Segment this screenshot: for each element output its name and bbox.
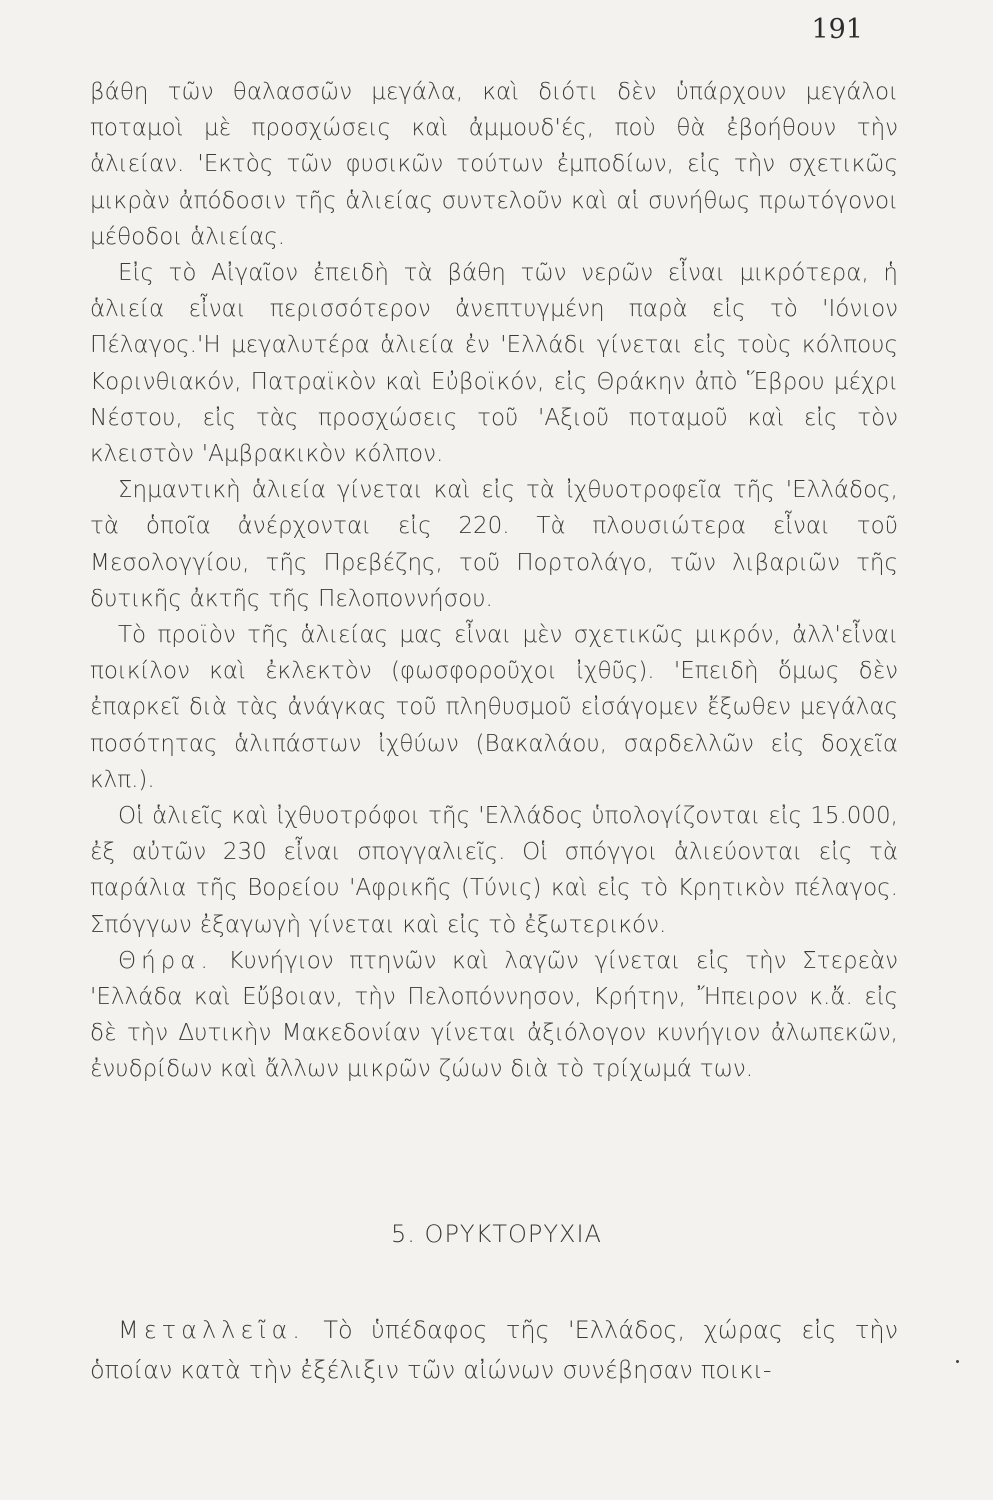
margin-mark [956, 1360, 959, 1363]
page-number: 191 [811, 14, 863, 45]
mines-heading: Μεταλλεῖα. [118, 1316, 305, 1344]
paragraph-hunting [90, 943, 898, 1088]
paragraph-fishermen: Οἱ ἁλιεῖς καὶ ἰχθυοτρόφοι τῆς 'Ελλάδος ὑπολογίζονται εἰς 15.000, ἐξ αὐτῶν 230 εἶναι σπογγαλιεῖς. Οἱ σπόγγοι ἁλιεύονται εἰς τὰ παράλια τῆς Βορείου 'Αφρικῆς (Τύνις) καὶ εἰς τὸ Κρητικὸν πέλαγος. Σπόγγων ἐξαγωγὴ γίνεται καὶ εἰς τὸ ἐξωτερικόν. [90, 803, 898, 938]
paragraph-mines [90, 1310, 898, 1390]
hunting-heading: Θήρα. [118, 947, 213, 974]
paragraph-aegean: Εἰς τὸ Αἰγαῖον ἐπειδὴ τὰ βάθη τῶν νερῶν εἶναι μικρότερα, ἡ ἁλιεία εἶναι περισσότερον ἀνεπτυγμένη παρὰ εἰς τὸ 'Ιόνιον Πέλαγος.'Η μεγαλυτέρα ἁλιεία ἐν 'Ελλάδι γίνεται εἰς τοὺς κόλπους Κορινθιακόν, Πατραϊκὸν καὶ Εὐβοϊκόν, εἰς Θράκην ἀπὸ Ἕβρου μέχρι Νέστου, εἰς τὰς προσχώσεις τοῦ 'Αξιοῦ ποταμοῦ καὶ εἰς τὸν κλειστὸν 'Αμβρακικὸν κόλπον. [90, 260, 898, 468]
paragraph-fish-farms: Σημαντικὴ ἁλιεία γίνεται καὶ εἰς τὰ ἰχθυοτροφεῖα τῆς 'Ελλάδος, τὰ ὁποῖα ἀνέρχονται εἰς 220. Τὰ πλουσιώτερα εἶναι τοῦ Μεσολογγίου, τῆς Πρεβέζης, τοῦ Πορτολάγο, τῶν λιβαριῶν τῆς δυτικῆς ἀκτῆς τῆς Πελοποννήσου. [90, 477, 898, 612]
body-text [90, 74, 898, 1088]
mines-text: Τὸ ὑπέδαφος τῆς 'Ελλάδος, χώρας εἰς τὴν ὁποίαν κατὰ τὴν ἐξέλιξιν τῶν αἰώνων συνέβησαν ποικι- [90, 1316, 898, 1384]
section-body [90, 1310, 898, 1390]
paragraph-fishing-product: Τὸ προϊὸν τῆς ἁλιείας μας εἶναι μὲν σχετικῶς μικρόν, ἀλλ'εἶναι ποικίλον καὶ ἐκλεκτὸν (φωσφοροῦχοι ἰχθῦς). 'Επειδὴ ὅμως δὲν ἐπαρκεῖ διὰ τὰς ἀνάγκας τοῦ πληθυσμοῦ εἰσάγομεν ἔξωθεν μεγάλας ποσότητας ἁλιπάστων ἰχθύων (Βακαλάου, σαρδελλῶν εἰς δοχεῖα κλπ.). [90, 622, 898, 793]
paragraph-continuation: βάθη τῶν θαλασσῶν μεγάλα, καὶ διότι δὲν ὑπάρχουν μεγάλοι ποταμοὶ μὲ προσχώσεις καὶ ἀμμουδ'ές, ποὺ θὰ ἐβοήθουν τὴν ἁλιείαν. 'Εκτὸς τῶν φυσικῶν τούτων ἐμποδίων, εἰς τὴν σχετικῶς μικρὰν ἀπόδοσιν τῆς ἁλιείας συντελοῦν καὶ αἱ συνήθως πρωτόγονοι μέθοδοι ἁλιείας. [90, 79, 898, 250]
hunting-text: Κυνήγιον πτηνῶν καὶ λαγῶν γίνεται εἰς τὴν Στερεὰν 'Ελλάδα καὶ Εὔβοιαν, τὴν Πελοπόννησον, Κρήτην, Ἤπειρον κ.ἄ. εἰς δὲ τὴν Δυτικὴν Μακεδονίαν γίνεται ἀξιόλογον κυνήγιον ἀλωπεκῶν, ἐνυδρίδων καὶ ἄλλων μικρῶν ζώων διὰ τὸ τρίχωμά των. [90, 947, 898, 1083]
section-title: 5. ΟΡΥΚΤΟΡΥΧΙΑ [391, 1220, 602, 1248]
